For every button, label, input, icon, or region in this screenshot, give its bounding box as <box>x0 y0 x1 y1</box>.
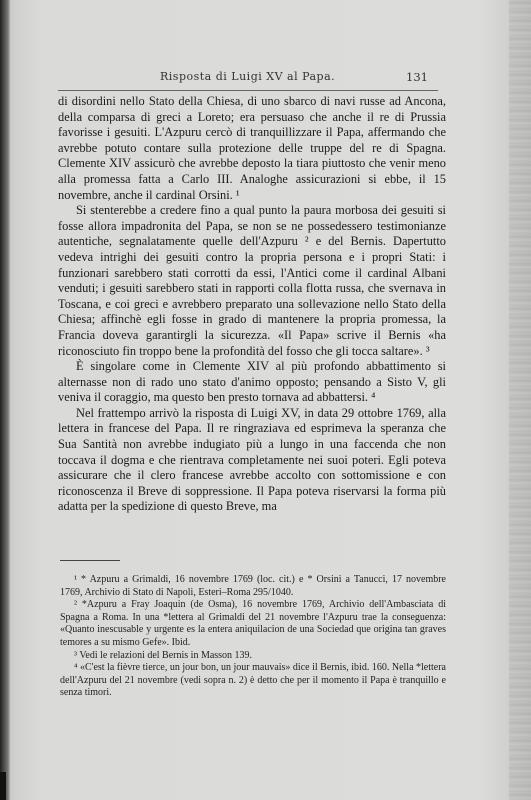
footnote: ⁴ «C'est la fièvre tierce, un jour bon, un jour mauvais» dice il Bernis, ibid. 160. Nella *lettera dell'Azpuru del 21 novembre (vedi sopra n. 2) è detto che per il momento il Papa è tranquillo e senza timori. <box>60 662 446 699</box>
page-number: 131 <box>406 70 428 84</box>
running-title: Risposta di Luigi XV al Papa. <box>160 70 336 83</box>
paragraph: Si stenterebbe a credere fino a qual punto la paura morbosa dei gesuiti si fosse allora impadronita del Papa, se non se ne possedessero testimonianze autentiche, segnalatamente quelle dell'Azpuru ² e del Bernis. Dapertutto vedeva intrighi dei gesuiti contro la propria persona e i propri Stati: i funzionari sarebbero stati corrotti da essi, l'Antici come il cardinal Albani venduti; i gesuiti sarebbero stati in rapporti colla flotta russa, che svernava in Toscana, e coi greci e avrebbero preparato una sollevazione nello Stato della Chiesa; affinchè egli fosse in grado di mantenere la propria promessa, la Francia doveva garantirgli la sicurezza. «Il Papa» scrive il Bernis «ha riconosciuto fin troppo bene la profondità del fosso che gli tocca saltare». ³ <box>58 203 446 358</box>
paragraph: È singolare come in Clemente XIV al più profondo abbattimento si alternasse non di rado uno stato d'animo opposto; pensando a Sisto V, gli veniva il coraggio, ma questo ben presto tornava ad abbattersi. ⁴ <box>58 359 446 405</box>
footnote: ¹ * Azpuru a Grimaldi, 16 novembre 1769 (loc. cit.) e * Orsini a Tanucci, 17 novembre 1769, Archivio di Stato di Napoli, Esteri–Roma 295/1040. <box>60 574 446 598</box>
running-head <box>0 70 531 88</box>
header-rule <box>58 90 438 91</box>
footnotes <box>60 574 446 700</box>
paragraph: Nel frattempo arrivò la risposta di Luigi XV, in data 29 ottobre 1769, alla lettera in francese del Papa. Il re ringraziava ed esprimeva la speranza che Sua Santità non avrebbe indugiato più a lungo in una faccenda che non toccava il dogma e che rientrava completamente nei suoi poteri. Egli poteva assicurare che il clero francese avrebbe accolto con sottomissione e con riconoscenza il Breve di soppressione. Il Papa poteva riservarsi la forma più adatta per la spedizione di questo Breve, ma <box>58 405 446 514</box>
page-edge <box>509 0 531 800</box>
footnote-rule <box>60 560 120 561</box>
footnote: ² *Azpuru a Fray Joaquin (de Osma), 16 novembre 1769, Archivio dell'Ambasciata di Spagna a Roma. In una *lettera al Grimaldi del 21 novembre l'Azpuru trae la conseguenza: «Quanto inescusable y urgente es la entera aniquilacion de una Sociedad que origina tan graves temores a su mismo Gefe». Ibid. <box>60 599 446 648</box>
paragraph: di disordini nello Stato della Chiesa, di uno sbarco di navi russe ad Ancona, della comparsa di greci a Loreto; era persuaso che anche il re di Prussia favorisse i gesuiti. L'Azpuru cercò di tranquillizzare il Papa, affermando che avrebbe potuto contare sulla protezione delle truppe del re di Spagna. Clemente XIV assicurò che avrebbe deposto la tiara piuttosto che venir meno alla promessa fatta a Carlo III. Analoghe assicurazioni si ebbe, il 15 novembre, anche il cardinal Orsini. ¹ <box>58 94 446 202</box>
main-text <box>58 94 446 515</box>
page-spine-shadow <box>0 0 10 800</box>
footnote: ³ Vedi le relazioni del Bernis in Masson 139. <box>74 649 253 661</box>
scan-edge-mark <box>0 772 6 800</box>
